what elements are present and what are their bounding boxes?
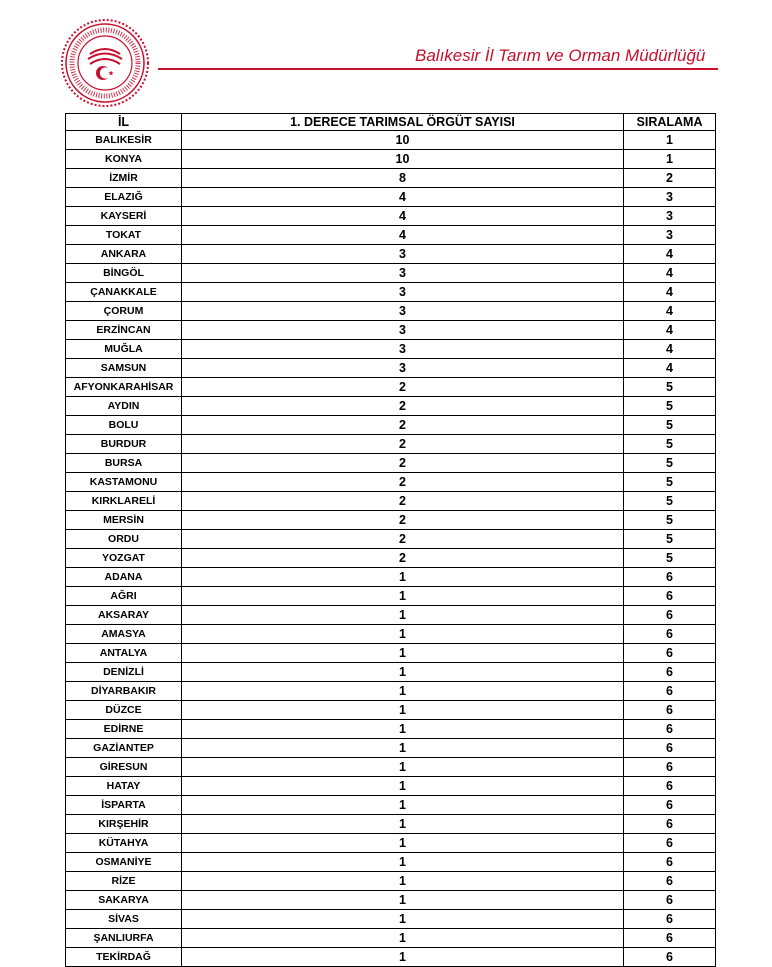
count-cell: 4: [182, 207, 624, 226]
count-cell: 8: [182, 169, 624, 188]
rank-cell: 5: [624, 378, 716, 397]
table-row: [66, 264, 716, 283]
province-cell: SAMSUN: [66, 359, 182, 378]
table-row: [66, 682, 716, 701]
table-row: [66, 207, 716, 226]
province-cell: RİZE: [66, 872, 182, 891]
province-cell: KÜTAHYA: [66, 834, 182, 853]
table-row: [66, 530, 716, 549]
table-row: [66, 568, 716, 587]
table-row: [66, 150, 716, 169]
column-header-il: İL: [66, 114, 182, 131]
table-row: [66, 340, 716, 359]
column-header-rank: SIRALAMA: [624, 114, 716, 131]
table-row: [66, 169, 716, 188]
table-row: [66, 435, 716, 454]
count-cell: 2: [182, 492, 624, 511]
province-cell: ORDU: [66, 530, 182, 549]
rank-cell: 4: [624, 264, 716, 283]
rank-cell: 5: [624, 511, 716, 530]
rank-cell: 6: [624, 701, 716, 720]
province-cell: OSMANİYE: [66, 853, 182, 872]
count-cell: 1: [182, 644, 624, 663]
province-cell: MUĞLA: [66, 340, 182, 359]
column-header-count: 1. DERECE TARIMSAL ÖRGÜT SAYISI: [182, 114, 624, 131]
table-body: [66, 131, 716, 967]
province-cell: ÇANAKKALE: [66, 283, 182, 302]
table-row: [66, 587, 716, 606]
province-cell: EDİRNE: [66, 720, 182, 739]
table-row: [66, 834, 716, 853]
rank-cell: 6: [624, 587, 716, 606]
province-cell: ŞANLIURFA: [66, 929, 182, 948]
count-cell: 4: [182, 226, 624, 245]
count-cell: 2: [182, 397, 624, 416]
rank-cell: 6: [624, 663, 716, 682]
table-row: [66, 796, 716, 815]
count-cell: 10: [182, 131, 624, 150]
province-cell: İZMİR: [66, 169, 182, 188]
rank-cell: 6: [624, 815, 716, 834]
table-row: [66, 910, 716, 929]
table-row: [66, 606, 716, 625]
province-cell: AMASYA: [66, 625, 182, 644]
count-cell: 1: [182, 587, 624, 606]
count-cell: 1: [182, 891, 624, 910]
count-cell: 3: [182, 359, 624, 378]
province-cell: TEKİRDAĞ: [66, 948, 182, 967]
rank-cell: 4: [624, 340, 716, 359]
rank-cell: 5: [624, 416, 716, 435]
rank-cell: 6: [624, 644, 716, 663]
count-cell: 2: [182, 511, 624, 530]
count-cell: 2: [182, 454, 624, 473]
count-cell: 2: [182, 416, 624, 435]
province-cell: ELAZIĞ: [66, 188, 182, 207]
table-row: [66, 473, 716, 492]
province-cell: DÜZCE: [66, 701, 182, 720]
province-cell: KIRŞEHİR: [66, 815, 182, 834]
province-cell: ÇORUM: [66, 302, 182, 321]
rank-cell: 6: [624, 872, 716, 891]
rank-cell: 6: [624, 834, 716, 853]
table-row: [66, 416, 716, 435]
count-cell: 1: [182, 739, 624, 758]
count-cell: 1: [182, 929, 624, 948]
count-cell: 1: [182, 853, 624, 872]
table-row: [66, 777, 716, 796]
table-row: [66, 378, 716, 397]
province-cell: ANTALYA: [66, 644, 182, 663]
rank-cell: 6: [624, 720, 716, 739]
table-row: [66, 226, 716, 245]
table-row: [66, 245, 716, 264]
table-row: [66, 872, 716, 891]
count-cell: 1: [182, 606, 624, 625]
table-row: [66, 815, 716, 834]
rank-cell: 5: [624, 492, 716, 511]
rank-cell: 2: [624, 169, 716, 188]
table-row: [66, 321, 716, 340]
rank-cell: 6: [624, 625, 716, 644]
province-cell: BALIKESİR: [66, 131, 182, 150]
rank-cell: 6: [624, 777, 716, 796]
count-cell: 2: [182, 473, 624, 492]
rank-cell: 5: [624, 549, 716, 568]
rank-cell: 6: [624, 568, 716, 587]
rank-cell: 5: [624, 530, 716, 549]
province-cell: ANKARA: [66, 245, 182, 264]
rank-cell: 4: [624, 359, 716, 378]
province-cell: BOLU: [66, 416, 182, 435]
province-cell: AYDIN: [66, 397, 182, 416]
rank-cell: 4: [624, 283, 716, 302]
table-row: [66, 625, 716, 644]
province-cell: TOKAT: [66, 226, 182, 245]
province-cell: GAZİANTEP: [66, 739, 182, 758]
table-row: [66, 891, 716, 910]
rank-cell: 5: [624, 473, 716, 492]
count-cell: 3: [182, 245, 624, 264]
count-cell: 1: [182, 796, 624, 815]
rank-cell: 5: [624, 454, 716, 473]
count-cell: 1: [182, 663, 624, 682]
count-cell: 1: [182, 910, 624, 929]
province-cell: ERZİNCAN: [66, 321, 182, 340]
count-cell: 1: [182, 872, 624, 891]
rank-cell: 3: [624, 207, 716, 226]
header-divider: [158, 68, 718, 70]
rank-cell: 6: [624, 853, 716, 872]
rank-cell: 6: [624, 891, 716, 910]
count-cell: 10: [182, 150, 624, 169]
count-cell: 2: [182, 549, 624, 568]
count-cell: 1: [182, 625, 624, 644]
rank-cell: 6: [624, 910, 716, 929]
count-cell: 3: [182, 264, 624, 283]
table-row: [66, 720, 716, 739]
table-row: [66, 511, 716, 530]
table-row: [66, 644, 716, 663]
ministry-seal-logo: [60, 18, 150, 108]
province-cell: BURSA: [66, 454, 182, 473]
count-cell: 1: [182, 720, 624, 739]
count-cell: 1: [182, 834, 624, 853]
province-cell: DİYARBAKIR: [66, 682, 182, 701]
rank-cell: 6: [624, 948, 716, 967]
province-cell: KASTAMONU: [66, 473, 182, 492]
table-row: [66, 929, 716, 948]
province-cell: SİVAS: [66, 910, 182, 929]
table-row: [66, 549, 716, 568]
province-cell: MERSİN: [66, 511, 182, 530]
count-cell: 1: [182, 701, 624, 720]
ranking-table: [65, 113, 716, 967]
province-cell: AKSARAY: [66, 606, 182, 625]
province-cell: YOZGAT: [66, 549, 182, 568]
rank-cell: 4: [624, 245, 716, 264]
table-row: [66, 283, 716, 302]
count-cell: 2: [182, 530, 624, 549]
rank-cell: 6: [624, 758, 716, 777]
table-header-row: [66, 114, 716, 131]
rank-cell: 6: [624, 929, 716, 948]
rank-cell: 5: [624, 435, 716, 454]
table-row: [66, 492, 716, 511]
province-cell: KONYA: [66, 150, 182, 169]
seal-icon: [60, 18, 150, 108]
province-cell: BURDUR: [66, 435, 182, 454]
count-cell: 4: [182, 188, 624, 207]
count-cell: 2: [182, 378, 624, 397]
organization-title: Balıkesir İl Tarım ve Orman Müdürlüğü: [415, 46, 706, 65]
rank-cell: 1: [624, 131, 716, 150]
province-cell: DENİZLİ: [66, 663, 182, 682]
table-row: [66, 948, 716, 967]
count-cell: 1: [182, 948, 624, 967]
rank-cell: 6: [624, 739, 716, 758]
province-cell: KAYSERİ: [66, 207, 182, 226]
rank-cell: 6: [624, 682, 716, 701]
rank-cell: 4: [624, 302, 716, 321]
table-row: [66, 188, 716, 207]
rank-cell: 4: [624, 321, 716, 340]
province-cell: İSPARTA: [66, 796, 182, 815]
table-row: [66, 701, 716, 720]
rank-cell: 1: [624, 150, 716, 169]
rank-cell: 6: [624, 796, 716, 815]
rank-cell: 6: [624, 606, 716, 625]
table-row: [66, 758, 716, 777]
count-cell: 3: [182, 302, 624, 321]
count-cell: 1: [182, 815, 624, 834]
table-row: [66, 397, 716, 416]
province-cell: KIRKLARELİ: [66, 492, 182, 511]
count-cell: 1: [182, 777, 624, 796]
count-cell: 1: [182, 758, 624, 777]
rank-cell: 5: [624, 397, 716, 416]
table-row: [66, 739, 716, 758]
table-row: [66, 663, 716, 682]
count-cell: 3: [182, 283, 624, 302]
count-cell: 3: [182, 340, 624, 359]
count-cell: 3: [182, 321, 624, 340]
province-cell: GİRESUN: [66, 758, 182, 777]
table-row: [66, 131, 716, 150]
count-cell: 1: [182, 568, 624, 587]
count-cell: 1: [182, 682, 624, 701]
province-cell: HATAY: [66, 777, 182, 796]
province-cell: BİNGÖL: [66, 264, 182, 283]
count-cell: 2: [182, 435, 624, 454]
rank-cell: 3: [624, 226, 716, 245]
table-row: [66, 302, 716, 321]
province-cell: ADANA: [66, 568, 182, 587]
table-row: [66, 359, 716, 378]
table-row: [66, 454, 716, 473]
province-cell: AĞRI: [66, 587, 182, 606]
rank-cell: 3: [624, 188, 716, 207]
province-cell: AFYONKARAHİSAR: [66, 378, 182, 397]
province-cell: SAKARYA: [66, 891, 182, 910]
table-row: [66, 853, 716, 872]
